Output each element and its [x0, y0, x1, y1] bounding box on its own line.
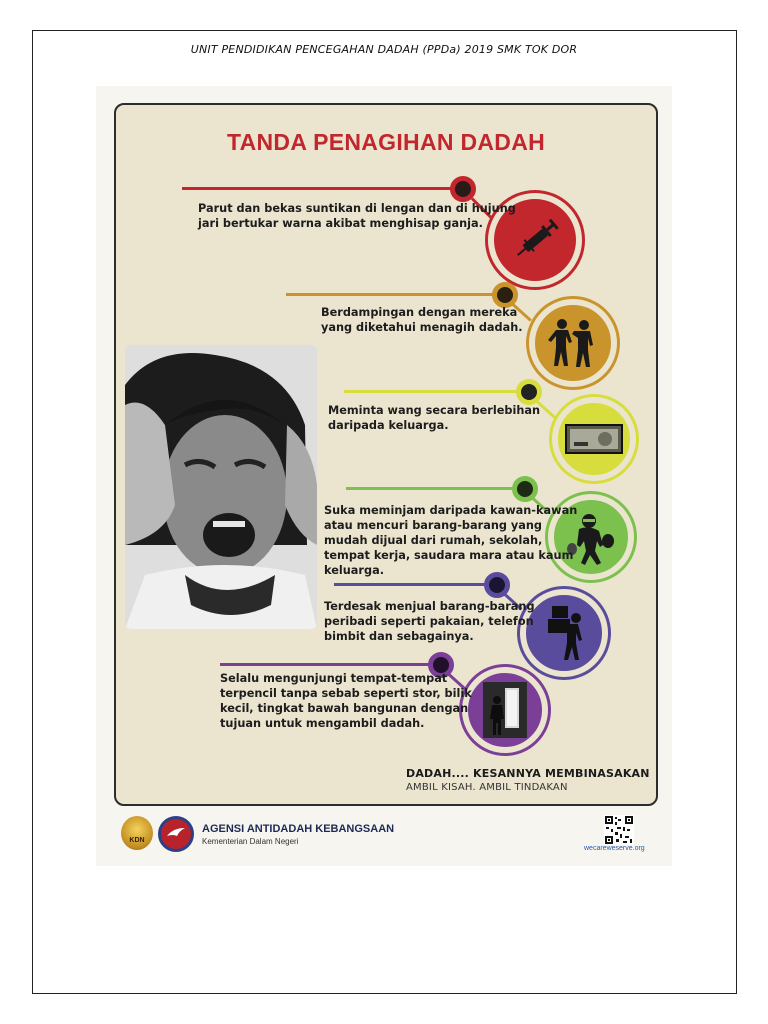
dark-room-icon — [483, 682, 527, 738]
sign-text-2: Berdampingan dengan mereka yang diketahui menagih dadah. — [321, 306, 523, 334]
sign-line-4 — [346, 487, 514, 490]
agency-name: AGENSI ANTIDADAH KEBANGSAAN — [202, 823, 395, 835]
distressed-person-photo — [125, 345, 317, 629]
sign-circle-3 — [552, 397, 636, 481]
sign-line-3 — [344, 390, 518, 393]
sign-line-5 — [334, 583, 486, 586]
website-link[interactable]: wecareweserve.org — [584, 845, 645, 852]
carrying-boxes-icon — [538, 604, 590, 662]
sign-text-5: Terdesak menjual barang-barang peribadi seperti pakaian, telefon bimbit dan sebagainya. — [324, 600, 535, 643]
slogan-main: DADAH.... KESANNYA MEMBINASAKAN — [406, 767, 650, 780]
sign-text-3: Meminta wang secara berlebihan daripada keluarga. — [328, 404, 541, 432]
syringe-icon — [508, 213, 562, 267]
poster-title: TANDA PENAGIHAN DADAH — [226, 129, 546, 155]
sign-line-2 — [286, 293, 494, 296]
aadk-logo — [158, 816, 194, 852]
sign-circle-2 — [529, 299, 617, 387]
document-header: UNIT PENDIDIKAN PENCEGAHAN DADAH (PPDa) 2019 SMK TOK DOR — [190, 43, 578, 56]
sign-text-6: Selalu mengunjungi tempat-tempat terpencil tanpa sebab seperti stor, bilik kecil, tingkat bawah bangunan dengan tujuan untuk mengambil dadah. — [220, 672, 472, 730]
kdn-logo: KDN — [121, 816, 153, 850]
slogan-sub: AMBIL KISAH. AMBIL TINDAKAN — [406, 782, 568, 793]
sign-line-6 — [220, 663, 430, 666]
sign-line-1 — [182, 187, 452, 190]
qr-code-icon — [604, 815, 634, 845]
sign-circle-6 — [462, 667, 548, 753]
sign-text-1: Parut dan bekas suntikan di lengan dan di hujung jari bertukar warna akibat menghisap ganja. — [198, 202, 516, 230]
agency-subtitle: Kementerian Dalam Negeri — [202, 837, 299, 846]
sign-text-4: Suka meminjam daripada kawan-kawan atau mencuri barang-barang yang mudah dijual dari rumah, sekolah, tempat kerja, saudara mara atau kaum keluarga. — [324, 504, 578, 577]
people-arguing-icon — [545, 315, 601, 371]
bird-emblem-icon — [166, 826, 186, 842]
money-icon — [565, 424, 623, 454]
poster — [114, 103, 658, 806]
